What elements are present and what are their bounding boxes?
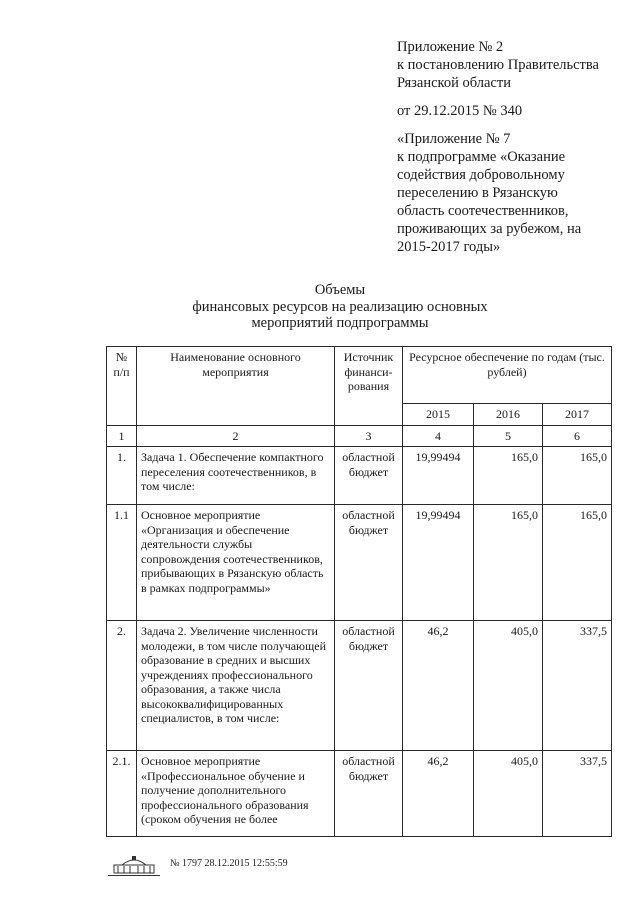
table-row [107, 505, 612, 621]
column-number: 4 [403, 425, 474, 447]
column-number: 3 [335, 425, 403, 447]
appendix-line: к постановлению Правительства [397, 57, 599, 73]
document-title [150, 282, 530, 332]
appendix-line: переселению в Рязанскую [397, 185, 558, 201]
row-value-2015: 46,2 [403, 621, 474, 751]
row-num: 2. [107, 621, 137, 751]
row-source: областной бюджет [335, 505, 403, 621]
row-source: областной бюджет [335, 447, 403, 505]
row-num: 1. [107, 447, 137, 505]
document-registration-number: № 1797 28.12.2015 12:55:59 [170, 858, 288, 869]
appendix-date-line: от 29.12.2015 № 340 [397, 103, 523, 119]
appendix-line: проживающих за рубежом, на [397, 221, 582, 237]
row-name: Основное мероприятие «Профессиональное обучение и получение дополнительного профессионального образования (сроком обучения не более [137, 751, 335, 837]
table-row [107, 621, 612, 751]
header-name: Наименование основного мероприятия [137, 347, 335, 426]
column-number: 5 [474, 425, 543, 447]
row-num: 2.1. [107, 751, 137, 837]
footer-stamp [108, 852, 288, 876]
header-resources: Ресурсное обеспечение по годам (тыс. рублей) [403, 347, 612, 404]
row-value-2015: 19,99494 [403, 447, 474, 505]
row-value-2015: 46,2 [403, 751, 474, 837]
resources-table [106, 346, 612, 837]
column-number: 6 [543, 425, 612, 447]
appendix-header [397, 38, 627, 256]
row-value-2016: 165,0 [474, 447, 543, 505]
header-year-2017: 2017 [543, 404, 612, 426]
header-year-2015: 2015 [403, 404, 474, 426]
header-num: № п/п [107, 347, 137, 426]
row-value-2016: 165,0 [474, 505, 543, 621]
government-building-icon [108, 853, 160, 876]
header-year-2016: 2016 [474, 404, 543, 426]
row-value-2017: 165,0 [543, 447, 612, 505]
row-value-2016: 405,0 [474, 621, 543, 751]
row-source: областной бюджет [335, 621, 403, 751]
column-number: 1 [107, 425, 137, 447]
header-source: Источник финанси-рования [335, 347, 403, 426]
row-name: Задача 2. Увеличение численности молодежи, в том числе получающей образование в средних и высших учреждениях профессионального образования, а также числа высококвалифицированных специалистов, в том числе: [137, 621, 335, 751]
row-value-2017: 337,5 [543, 751, 612, 837]
row-num: 1.1 [107, 505, 137, 621]
table-row [107, 751, 612, 837]
row-name: Основное мероприятие «Организация и обеспечение деятельности службы сопровождения соотечественников, прибывающих в Рязанскую область в рамках подпрограммы» [137, 505, 335, 621]
appendix-line: «Приложение № 7 [397, 131, 511, 147]
row-value-2016: 405,0 [474, 751, 543, 837]
title-line: финансовых ресурсов на реализацию основных [192, 298, 488, 315]
column-number: 2 [137, 425, 335, 447]
appendix-line: содействия добровольному [397, 167, 565, 183]
table-row [107, 447, 612, 505]
appendix-line: к подпрограмме «Оказание [397, 149, 566, 165]
column-number-row [107, 425, 612, 447]
row-value-2017: 165,0 [543, 505, 612, 621]
row-source: областной бюджет [335, 751, 403, 837]
title-line: мероприятий подпрограммы [251, 315, 429, 331]
appendix-line: Рязанской области [397, 75, 511, 91]
appendix-line: 2015-2017 годы» [397, 239, 501, 255]
row-value-2015: 19,99494 [403, 505, 474, 621]
row-name: Задача 1. Обеспечение компактного переселения соотечественников, в том числе: [137, 447, 335, 505]
appendix-line: область соотечественников, [397, 203, 569, 219]
title-line: Объемы [314, 282, 366, 298]
row-value-2017: 337,5 [543, 621, 612, 751]
appendix-line: Приложение № 2 [397, 39, 504, 55]
